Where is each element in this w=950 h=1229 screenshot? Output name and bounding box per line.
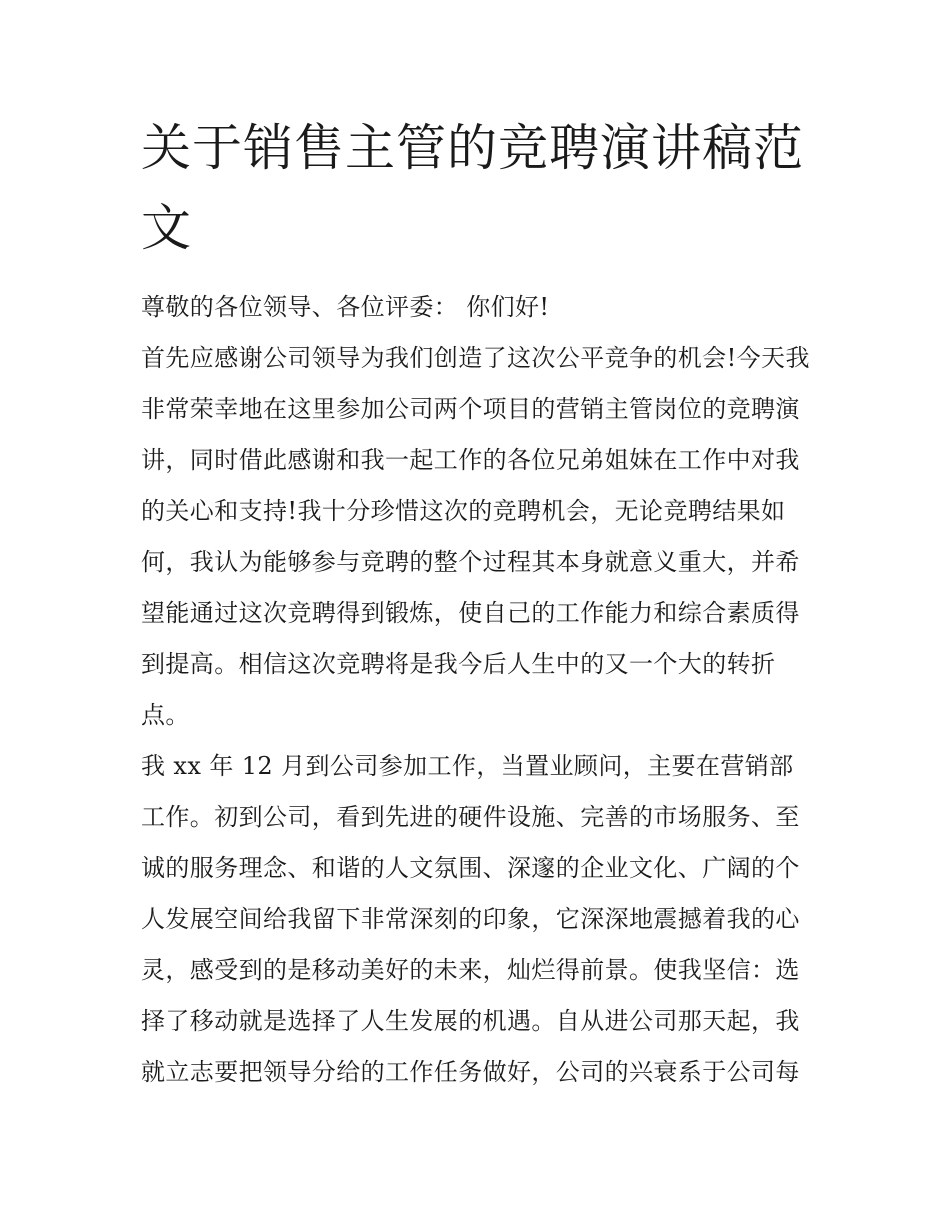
document-title: 关于销售主管的竞聘演讲稿范文 bbox=[141, 119, 804, 257]
body-paragraph-2: 我 xx 年 12 月到公司参加工作，当置业顾问，主要在营销部工作。初到公司，看到先进的硬件设施、完善的市场服务、至诚的服务理念、和谐的人文氛围、深邃的企业文化、广阔的个人发展空间给我留下非常深刻的印象，它深深地震撼着我的心灵，感受到的是移动美好的未来，灿烂得前景。使我坚信：选择了移动就是选择了人生发展的机遇。自从进公司那天起，我就立志要把领导分给的工作任务做好，公司的兴衰系于公司每 bbox=[141, 752, 800, 1086]
body-paragraph-1: 首先应感谢公司领导为我们创造了这次公平竞争的机会!今天我非常荣幸地在这里参加公司两个项目的营销主管岗位的竞聘演讲，同时借此感谢和我一起工作的各位兄弟姐妹在工作中对我的关心和支持!我十分珍惜这次的竞聘机会，无论竞聘结果如何，我认为能够参与竞聘的整个过程其本身就意义重大，并希望能通过这次竞聘得到锻炼，使自己的工作能力和综合素质得到提高。相信这次竞聘将是我今后人生中的又一个大的转折点。 bbox=[141, 344, 810, 729]
document-page bbox=[141, 108, 813, 1098]
greeting-paragraph: 尊敬的各位领导、各位评委： 你们好! bbox=[141, 293, 550, 321]
